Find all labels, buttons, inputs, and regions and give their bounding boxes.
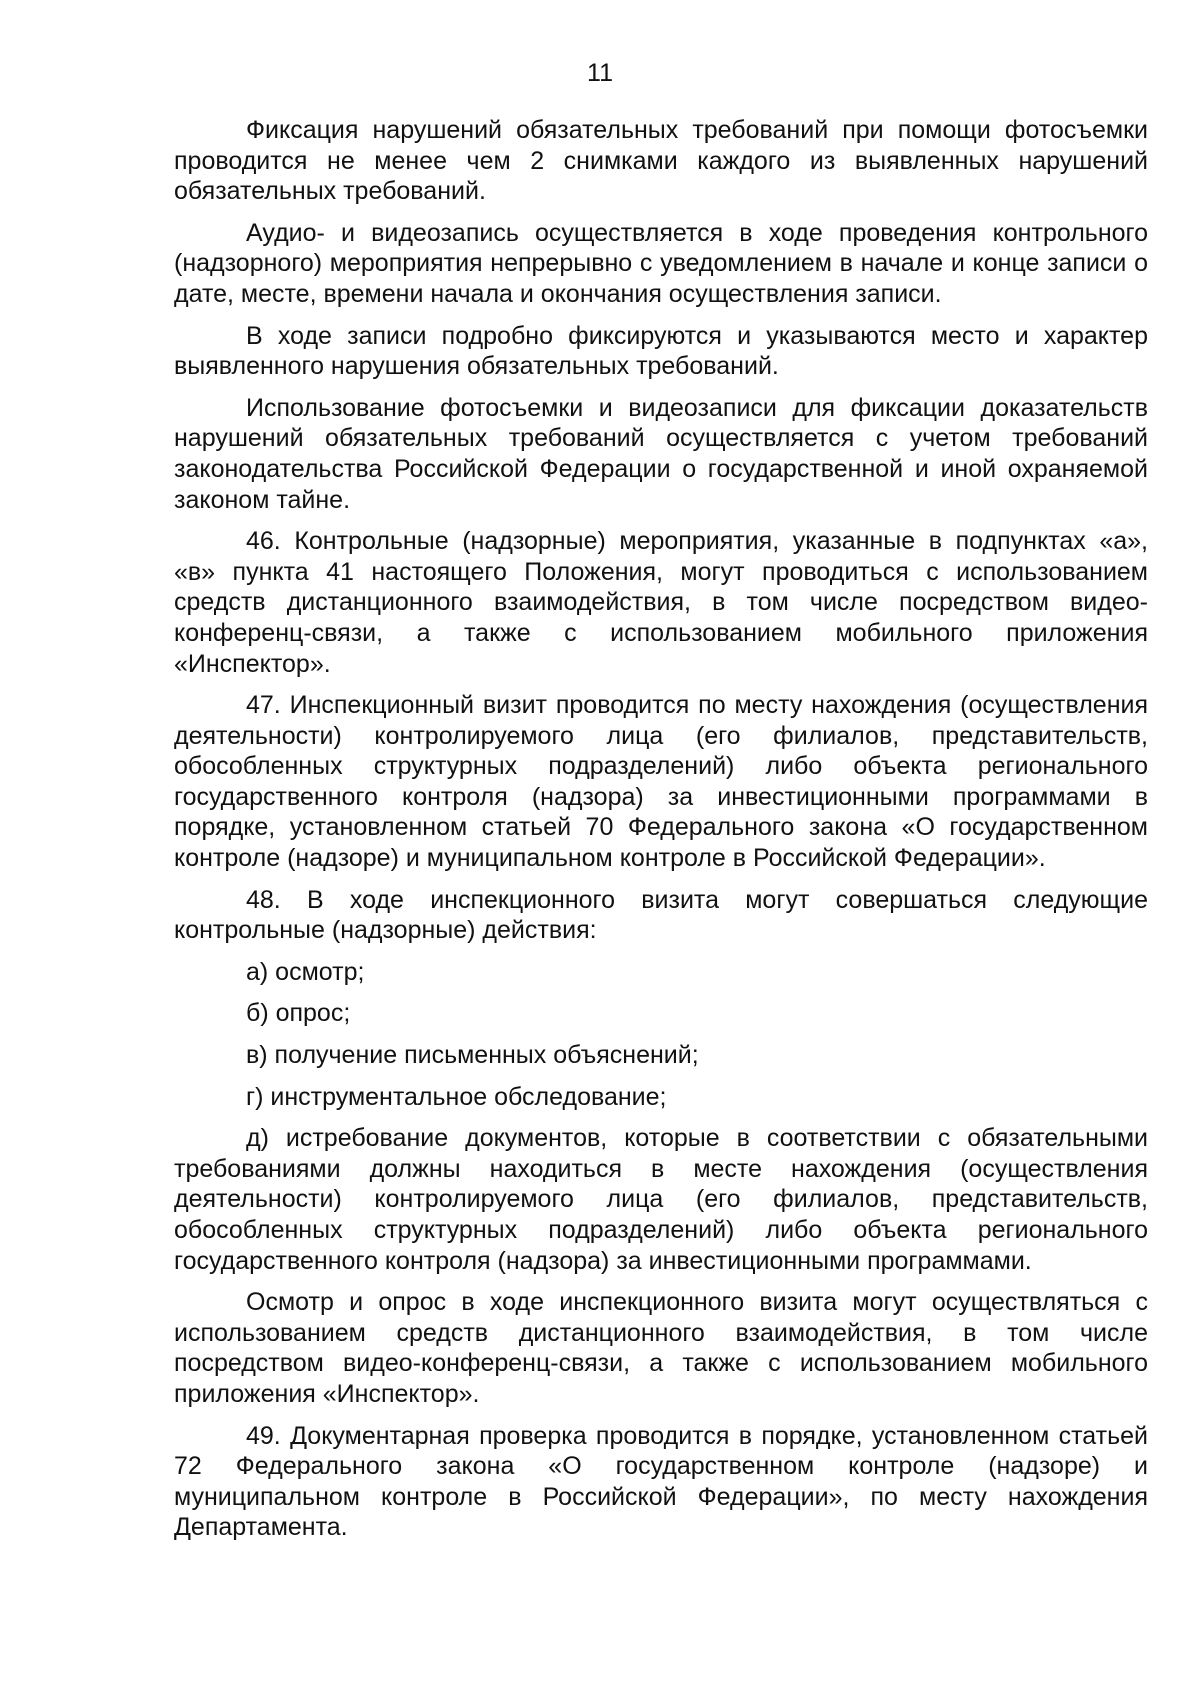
list-item-g: г) инструментальное обследование; (246, 1082, 667, 1111)
paragraph-photo-fixation: Фиксация нарушений обязательных требований при помощи фотосъемки проводится не менее чем 2 снимками каждого из выявленных нарушений обязательных требований. (174, 116, 1148, 206)
list-item-v: в) получение письменных объяснений; (246, 1041, 699, 1070)
paragraph-photo-video-usage: Использование фотосъемки и видеозаписи для фиксации доказательств нарушений обязательных требований осуществляется с учетом требований законодательства Российской Федерации о государственной и иной охраняемой законом тайне. (174, 393, 1148, 514)
paragraph-audio-video: Аудио- и видеозапись осуществляется в ходе проведения контрольного (надзорного) мероприятия непрерывно с уведомлением в начале и конце записи о дате, месте, времени начала и окончания осуществления записи. (174, 218, 1148, 308)
paragraph-47: 47. Инспекционный визит проводится по месту нахождения (осуществления деятельности) контролируемого лица (его филиалов, представительств, обособленных структурных подразделений) либо объекта регионального государственного контроля (надзора) за инвестиционными программами в порядке, установленном статьей 70 Федерального закона «О государственном контроле (надзоре) и муниципальном контроле в Российской Федерации». (174, 691, 1148, 873)
paragraph-recording-details: В ходе записи подробно фиксируются и указываются место и характер выявленного нарушения обязательных требований. (174, 321, 1148, 381)
list-item-b: б) опрос; (246, 999, 351, 1028)
list-item-d: д) истребование документов, которые в соответствии с обязательными требованиями должны находиться в месте нахождения (осуществления деятельности) контролируемого лица (его филиалов, представительств, обособленных структурных подразделений) либо объекта регионального государственного контроля (надзора) за инвестиционными программами. (174, 1124, 1148, 1275)
paragraph-48: 48. В ходе инспекционного визита могут совершаться следующие контрольные (надзорные) действия: (174, 885, 1148, 945)
paragraph-46: 46. Контрольные (надзорные) мероприятия, указанные в подпунктах «а», «в» пункта 41 настоящего Положения, могут проводиться с использованием средств дистанционного взаимодействия, в том числе посредством видео-конференц-связи, а также с использованием мобильного приложения «Инспектор». (174, 527, 1148, 678)
paragraph-49: 49. Документарная проверка проводится в порядке, установленном статьей 72 Федерального закона «О государственном контроле (надзоре) и муниципальном контроле в Российской Федерации», по месту нахождения Департамента. (174, 1421, 1148, 1542)
list-item-a: а) осмотр; (246, 957, 365, 986)
page-number: 11 (587, 59, 613, 87)
document-body (174, 115, 1148, 1554)
paragraph-inspection-remote: Осмотр и опрос в ходе инспекционного визита могут осуществляться с использованием средств дистанционного взаимодействия, в том числе посредством видео-конференц-связи, а также с использованием мобильного приложения «Инспектор». (174, 1288, 1148, 1408)
